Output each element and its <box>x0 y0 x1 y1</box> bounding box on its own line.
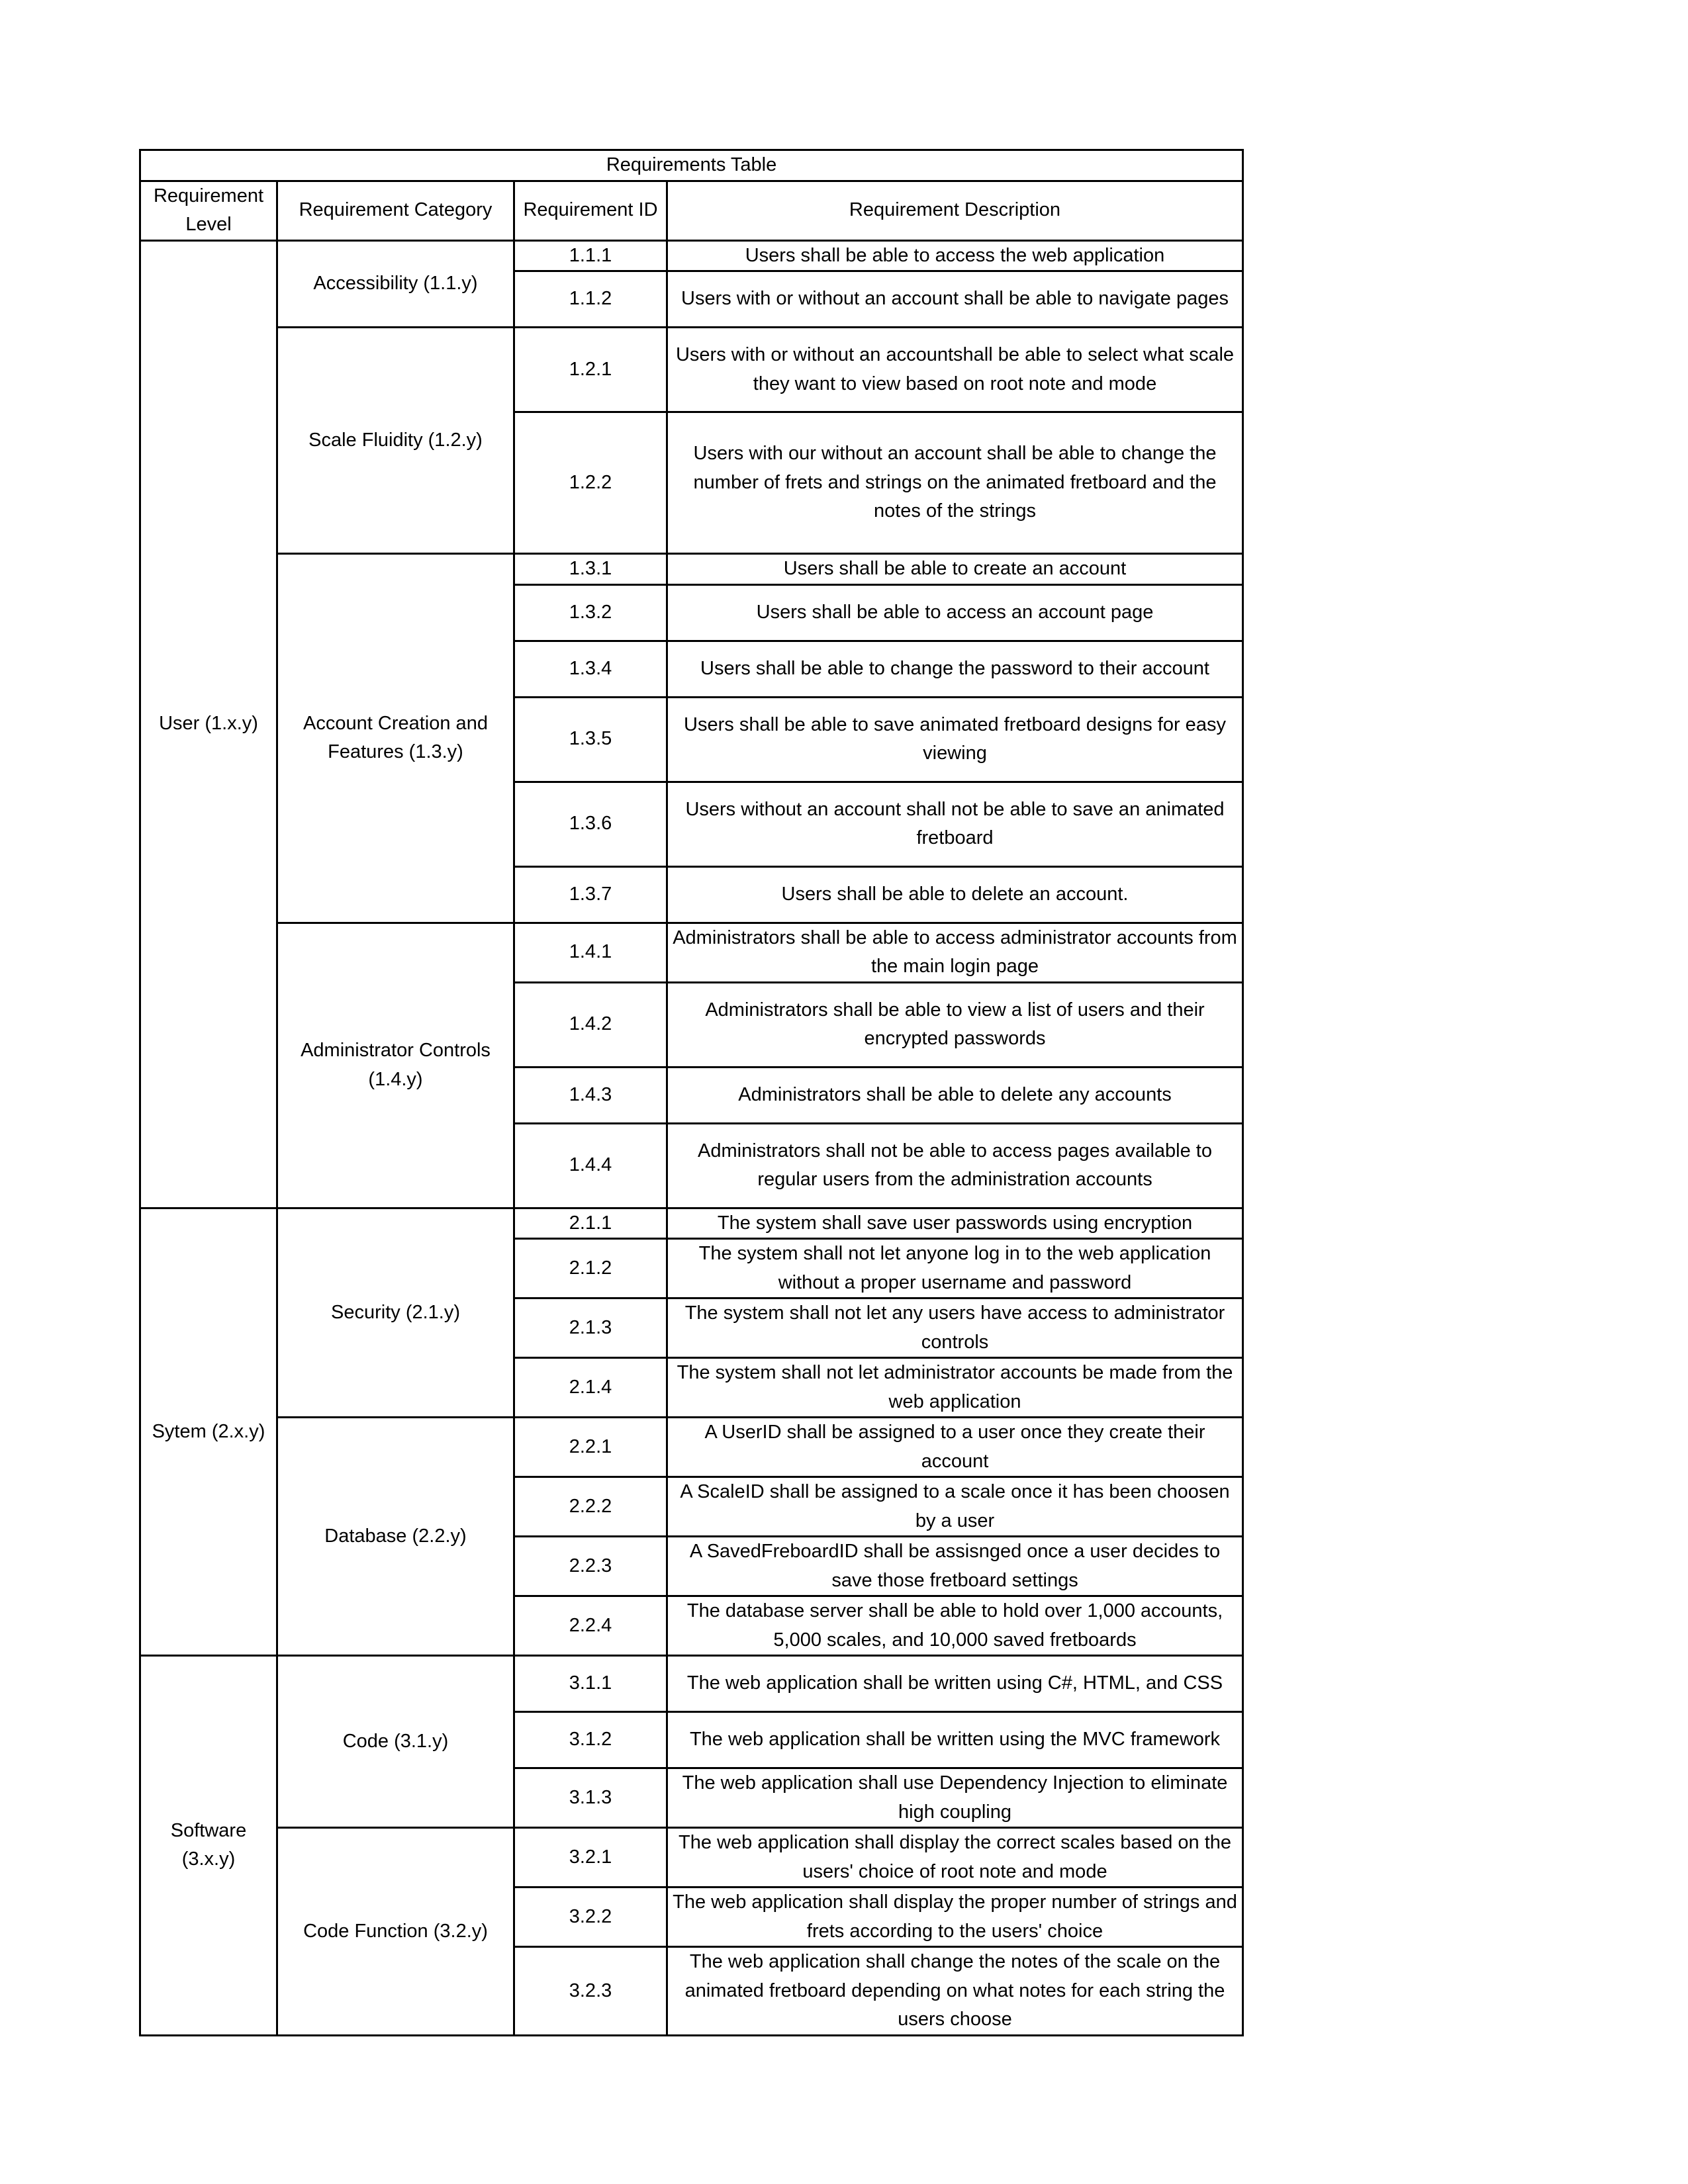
requirement-id-cell: 1.4.4 <box>514 1123 667 1208</box>
requirement-id-cell: 3.2.2 <box>514 1888 667 1947</box>
table-title: Requirements Table <box>140 150 1243 181</box>
requirement-description-cell: Users shall be able to change the password to their account <box>667 641 1243 697</box>
table-row <box>140 1828 1243 1888</box>
requirement-id-cell: 2.2.3 <box>514 1537 667 1596</box>
requirement-category-cell: Code Function (3.2.y) <box>277 1828 514 2036</box>
requirement-description-cell: Users with our without an account shall be able to change the number of frets and strings on the animated fretboard and the notes of the strings <box>667 412 1243 554</box>
requirement-description-cell: Administrators shall be able to access administrator accounts from the main login page <box>667 923 1243 982</box>
header-requirement-level: Requirement Level <box>140 181 277 240</box>
requirement-description-cell: Users shall be able to access an account page <box>667 584 1243 641</box>
requirement-description-cell: The web application shall change the notes of the scale on the animated fretboard depending on what notes for each string the users choose <box>667 1947 1243 2036</box>
requirement-id-cell: 1.3.2 <box>514 584 667 641</box>
requirement-level-cell: Sytem (2.x.y) <box>140 1208 277 1656</box>
requirement-category-cell: Scale Fluidity (1.2.y) <box>277 328 514 554</box>
requirement-id-cell: 2.1.2 <box>514 1239 667 1298</box>
requirement-category-cell: Code (3.1.y) <box>277 1656 514 1828</box>
requirement-id-cell: 1.4.3 <box>514 1067 667 1123</box>
requirement-description-cell: Users shall be able to save animated fretboard designs for easy viewing <box>667 697 1243 782</box>
requirement-level-cell: User (1.x.y) <box>140 240 277 1208</box>
requirement-description-cell: Users with or without an account shall be able to navigate pages <box>667 271 1243 328</box>
requirement-category-cell: Administrator Controls (1.4.y) <box>277 923 514 1208</box>
requirement-id-cell: 3.2.3 <box>514 1947 667 2036</box>
requirement-id-cell: 1.3.4 <box>514 641 667 697</box>
requirement-id-cell: 2.2.1 <box>514 1418 667 1477</box>
requirement-id-cell: 1.4.1 <box>514 923 667 982</box>
requirement-id-cell: 1.3.1 <box>514 554 667 585</box>
table-row <box>140 554 1243 585</box>
table-title-row <box>140 150 1243 181</box>
requirement-id-cell: 2.2.2 <box>514 1477 667 1537</box>
header-requirement-category: Requirement Category <box>277 181 514 240</box>
requirement-category-cell: Database (2.2.y) <box>277 1418 514 1656</box>
table-row <box>140 328 1243 412</box>
requirements-table <box>139 149 1244 2036</box>
requirement-description-cell: The system shall not let anyone log in to the web application without a proper username and password <box>667 1239 1243 1298</box>
requirement-id-cell: 1.3.5 <box>514 697 667 782</box>
requirement-level-cell: Software (3.x.y) <box>140 1656 277 2036</box>
requirement-id-cell: 2.2.4 <box>514 1596 667 1656</box>
requirement-description-cell: The web application shall be written using the MVC framework <box>667 1712 1243 1768</box>
requirement-description-cell: The system shall not let any users have access to administrator controls <box>667 1298 1243 1358</box>
table-row <box>140 1418 1243 1477</box>
requirement-description-cell: Users shall be able to delete an account. <box>667 866 1243 923</box>
requirement-description-cell: The web application shall display the proper number of strings and frets according to the users' choice <box>667 1888 1243 1947</box>
table-row <box>140 1656 1243 1712</box>
requirement-id-cell: 1.1.2 <box>514 271 667 328</box>
header-requirement-description: Requirement Description <box>667 181 1243 240</box>
requirement-description-cell: A UserID shall be assigned to a user once they create their account <box>667 1418 1243 1477</box>
requirement-description-cell: Users without an account shall not be able to save an animated fretboard <box>667 782 1243 866</box>
requirement-description-cell: Administrators shall not be able to access pages available to regular users from the administration accounts <box>667 1123 1243 1208</box>
requirement-description-cell: The system shall not let administrator accounts be made from the web application <box>667 1358 1243 1418</box>
table-row <box>140 1208 1243 1239</box>
requirement-id-cell: 2.1.1 <box>514 1208 667 1239</box>
requirement-id-cell: 1.3.7 <box>514 866 667 923</box>
requirement-description-cell: Users shall be able to access the web application <box>667 240 1243 271</box>
requirement-description-cell: Administrators shall be able to delete any accounts <box>667 1067 1243 1123</box>
table-row <box>140 240 1243 271</box>
requirement-description-cell: The web application shall be written using C#, HTML, and CSS <box>667 1656 1243 1712</box>
requirement-description-cell: Users shall be able to create an account <box>667 554 1243 585</box>
header-requirement-id: Requirement ID <box>514 181 667 240</box>
requirement-category-cell: Account Creation and Features (1.3.y) <box>277 554 514 923</box>
requirement-description-cell: A ScaleID shall be assigned to a scale once it has been choosen by a user <box>667 1477 1243 1537</box>
requirement-id-cell: 1.4.2 <box>514 982 667 1067</box>
requirement-id-cell: 1.2.2 <box>514 412 667 554</box>
table-header-row <box>140 181 1243 240</box>
requirement-description-cell: The web application shall display the correct scales based on the users' choice of root note and mode <box>667 1828 1243 1888</box>
requirement-id-cell: 3.1.1 <box>514 1656 667 1712</box>
requirement-id-cell: 1.3.6 <box>514 782 667 866</box>
requirement-description-cell: Administrators shall be able to view a list of users and their encrypted passwords <box>667 982 1243 1067</box>
table-body <box>140 240 1243 2035</box>
requirement-id-cell: 1.2.1 <box>514 328 667 412</box>
requirement-id-cell: 3.1.2 <box>514 1712 667 1768</box>
requirement-category-cell: Security (2.1.y) <box>277 1208 514 1418</box>
requirement-description-cell: The web application shall use Dependency Injection to eliminate high coupling <box>667 1768 1243 1828</box>
requirement-id-cell: 1.1.1 <box>514 240 667 271</box>
requirement-description-cell: The system shall save user passwords using encryption <box>667 1208 1243 1239</box>
requirement-category-cell: Accessibility (1.1.y) <box>277 240 514 328</box>
table-row <box>140 923 1243 982</box>
requirement-id-cell: 3.2.1 <box>514 1828 667 1888</box>
requirement-description-cell: Users with or without an accountshall be able to select what scale they want to view based on root note and mode <box>667 328 1243 412</box>
requirement-id-cell: 2.1.4 <box>514 1358 667 1418</box>
requirement-id-cell: 3.1.3 <box>514 1768 667 1828</box>
requirement-id-cell: 2.1.3 <box>514 1298 667 1358</box>
requirement-description-cell: A SavedFreboardID shall be assisnged once a user decides to save those fretboard settings <box>667 1537 1243 1596</box>
requirement-description-cell: The database server shall be able to hold over 1,000 accounts, 5,000 scales, and 10,000 saved fretboards <box>667 1596 1243 1656</box>
